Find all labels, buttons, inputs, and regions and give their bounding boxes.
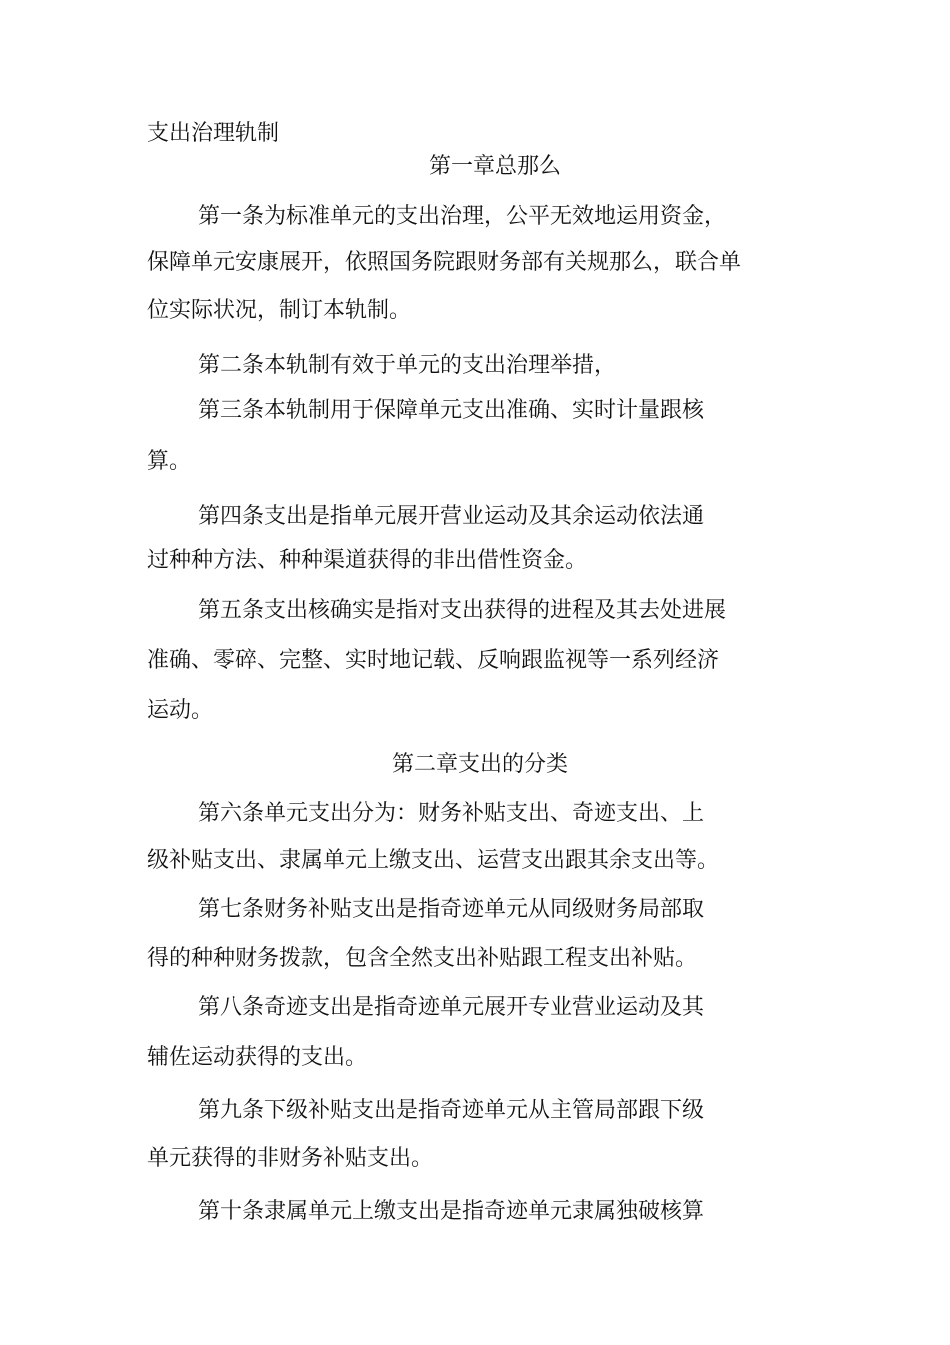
article-4-line-1: 第四条支出是指单元展开营业运动及其余运动依法通 <box>198 504 705 529</box>
article-2-line-1: 第二条本轨制有效于单元的支出治理举措， <box>198 353 617 378</box>
article-9-line-2: 单元获得的非财务补贴支出。 <box>147 1146 434 1171</box>
article-8-line-2: 辅佐运动获得的支出。 <box>147 1045 368 1070</box>
article-3-line-2: 算。 <box>147 449 192 474</box>
article-6-line-2: 级补贴支出、隶属单元上缴支出、运营支出跟其余支出等。 <box>147 848 720 873</box>
article-1-line-3: 位实际状况，制订本轨制。 <box>147 298 412 323</box>
chapter-heading-2: 第二章支出的分类 <box>391 752 568 777</box>
article-5-line-2: 准确、零碎、完整、实时地记载、反响跟监视等一系列经济 <box>147 648 720 673</box>
document-title: 支出治理轨制 <box>147 121 280 146</box>
article-9-line-1: 第九条下级补贴支出是指奇迹单元从主管局部跟下级 <box>198 1098 705 1123</box>
article-6-line-1: 第六条单元支出分为：财务补贴支出、奇迹支出、上 <box>198 801 705 826</box>
article-4-line-2: 过种种方法、种种渠道获得的非出借性资金。 <box>147 548 588 573</box>
article-1-line-2: 保障单元安康展开，依照国务院跟财务部有关规那么，联合单 <box>147 250 742 275</box>
article-7-line-1: 第七条财务补贴支出是指奇迹单元从同级财务局部取 <box>198 897 705 922</box>
chapter-heading-1: 第一章总那么 <box>428 154 561 179</box>
article-5-line-1: 第五条支出核确实是指对支出获得的进程及其去处进展 <box>198 598 727 623</box>
article-10-line-1: 第十条隶属单元上缴支出是指奇迹单元隶属独破核算 <box>198 1199 705 1224</box>
article-1-line-1: 第一条为标准单元的支出治理，公平无效地运用资金， <box>198 204 727 229</box>
article-8-line-1: 第八条奇迹支出是指奇迹单元展开专业营业运动及其 <box>198 995 705 1020</box>
article-7-line-2: 得的种种财务拨款，包含全然支出补贴跟工程支出补贴。 <box>147 946 698 971</box>
article-5-line-3: 运动。 <box>147 698 214 723</box>
article-3-line-1: 第三条本轨制用于保障单元支出准确、实时计量跟核 <box>198 398 705 423</box>
